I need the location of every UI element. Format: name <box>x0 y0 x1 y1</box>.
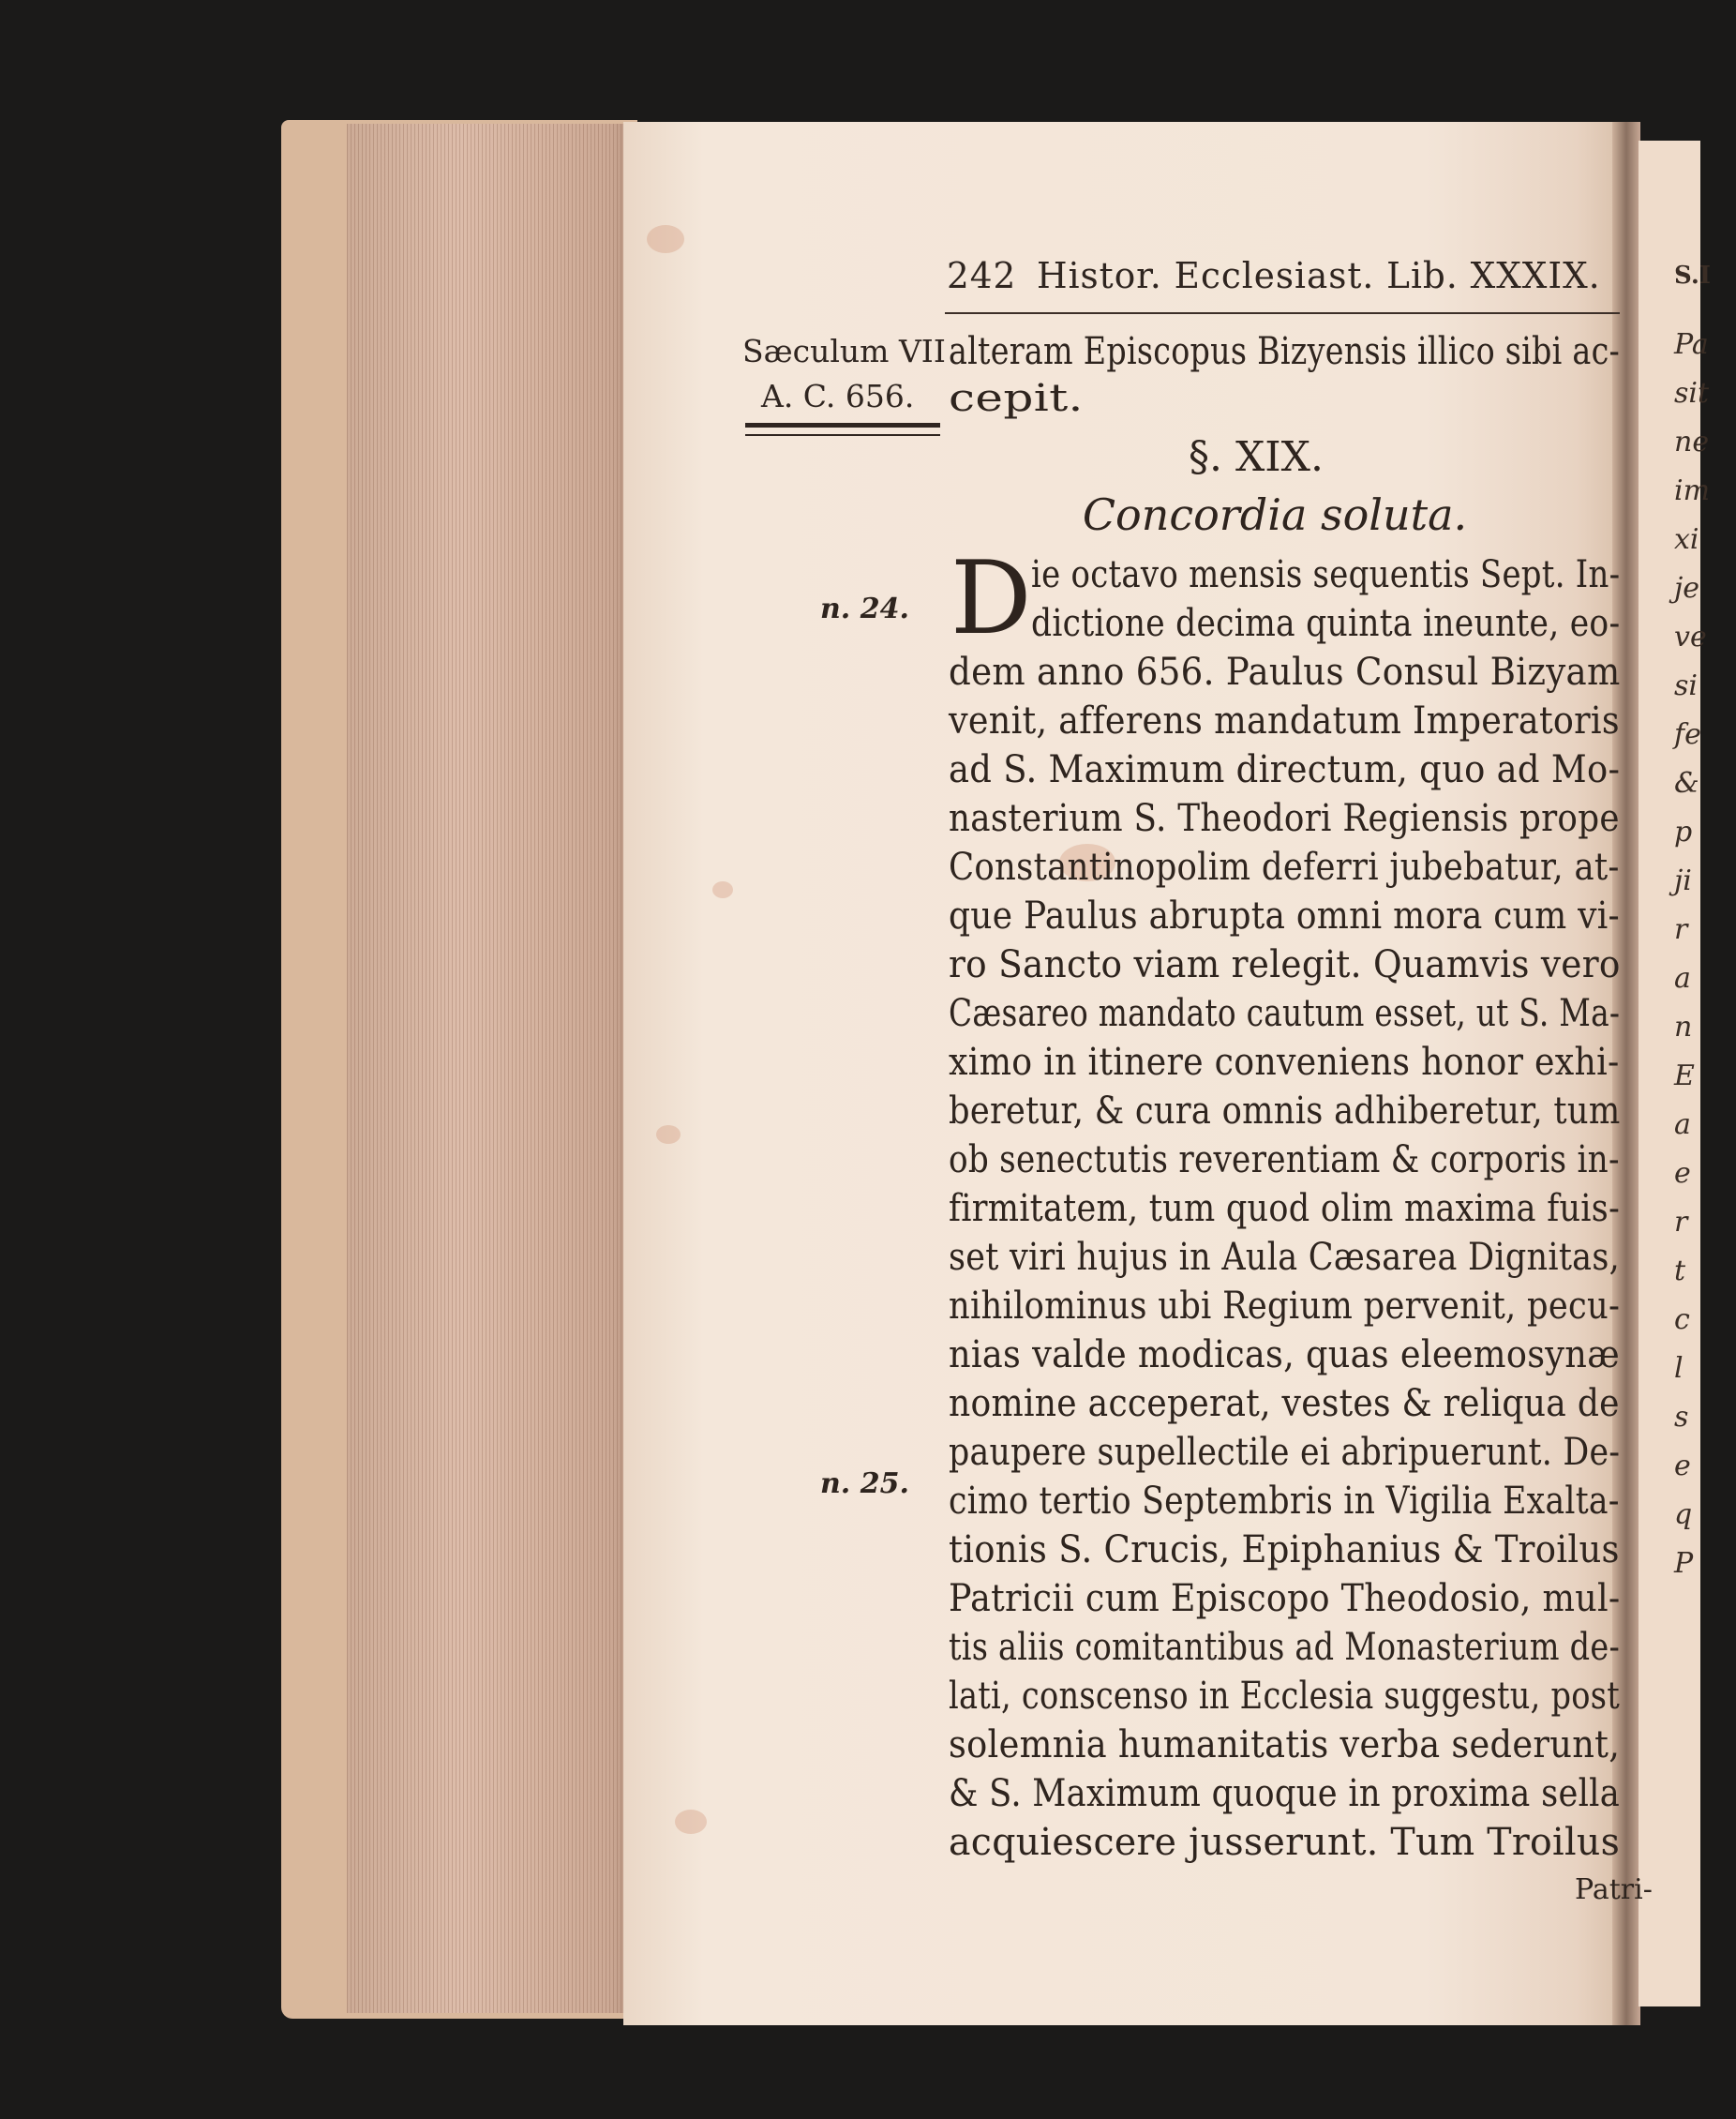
margin-number-25: n. 25. <box>820 1467 909 1500</box>
right-fragment-line: ji <box>1674 864 1692 897</box>
text-line: beretur, & cura omnis adhiberetur, tum <box>949 1090 1621 1133</box>
drop-cap: D <box>950 540 1032 657</box>
text-line: lati, conscenso in Ecclesia suggestu, post <box>949 1675 1620 1718</box>
text-line: cepit. <box>949 377 1084 420</box>
right-fragment-line: & <box>1674 767 1699 800</box>
header-rule <box>945 312 1620 314</box>
margin-rule <box>745 434 940 436</box>
text-line: set viri hujus in Aula Cæsarea Dignitas, <box>949 1236 1620 1279</box>
right-fragment-header: S.I <box>1674 262 1712 290</box>
text-line: dictione decima quinta ineunte, eo- <box>1031 602 1621 645</box>
right-fragment-line: xi <box>1674 523 1699 556</box>
text-line: & S. Maximum quoque in proxima sella <box>949 1772 1620 1815</box>
text-line: firmitatem, tum quod olim maxima fuis- <box>949 1187 1621 1230</box>
right-fragment-line: t <box>1674 1255 1686 1287</box>
right-fragment-line: sit <box>1674 377 1710 410</box>
right-fragment-line: si <box>1674 669 1698 702</box>
text-line: nihilominus ubi Regium pervenit, pecu- <box>949 1285 1621 1328</box>
text-line: solemnia humanitatis verba sederunt, <box>949 1723 1621 1766</box>
right-fragment-line: c <box>1674 1303 1690 1336</box>
page-number: 242 <box>947 255 1017 296</box>
text-line: nasterium S. Theodori Regiensis prope <box>949 797 1620 840</box>
text-line: ie octavo mensis sequentis Sept. In- <box>1031 553 1621 596</box>
foxing-stain <box>647 225 684 253</box>
text-line: tis aliis comitantibus ad Monasterium de- <box>949 1626 1621 1669</box>
right-fragment-line: e <box>1674 1157 1691 1190</box>
text-line: ob senectutis reverentiam & corporis in- <box>949 1138 1620 1181</box>
text-line: ad S. Maximum directum, quo ad Mo- <box>949 748 1621 791</box>
text-line: ro Sancto viam relegit. Quamvis vero <box>949 943 1621 986</box>
right-fragment-line: Pa <box>1674 328 1709 361</box>
right-fragment-line: l <box>1674 1352 1684 1385</box>
text-line: Patricii cum Episcopo Theodosio, mul- <box>949 1577 1621 1620</box>
text-line: Constantinopolim deferri jubebatur, at- <box>949 846 1620 889</box>
margin-number-24: n. 24. <box>820 593 909 625</box>
text-line: dem anno 656. Paulus Consul Bizyam <box>949 651 1621 694</box>
margin-year: A. C. 656. <box>761 378 915 414</box>
right-fragment-line: s <box>1674 1401 1689 1434</box>
text-line: tionis S. Crucis, Epiphanius & Troilus <box>949 1528 1620 1571</box>
right-fragment-line: n <box>1674 1011 1693 1044</box>
margin-rule <box>745 423 940 428</box>
text-line: acquiescere jusserunt. Tum Troilus <box>949 1821 1621 1864</box>
margin-saeculum: Sæculum VII <box>742 333 946 369</box>
text-line: nias valde modicas, quas eleemosynæ <box>949 1333 1620 1376</box>
text-line: nomine acceperat, vestes & reliqua de <box>949 1382 1620 1425</box>
foxing-stain <box>656 1125 681 1144</box>
running-title: Histor. Ecclesiast. Lib. XXXIX. <box>1036 255 1601 296</box>
text-line: alteram Episcopus Bizyensis illico sibi ac- <box>949 330 1621 373</box>
right-page-fragment <box>1639 141 1712 2006</box>
foxing-stain <box>712 881 733 898</box>
right-fragment-line: ne <box>1674 426 1710 458</box>
right-fragment-line: je <box>1674 572 1700 605</box>
running-header <box>947 255 1620 296</box>
text-line: venit, afferens mandatum Imperatoris <box>949 699 1620 743</box>
text-line: cimo tertio Septembris in Vigilia Exalta- <box>949 1480 1620 1523</box>
section-number: §. XIX. <box>1189 433 1324 481</box>
text-line: Cæsareo mandato cautum esset, ut S. Ma- <box>949 992 1621 1035</box>
right-fragment-line: a <box>1674 962 1691 995</box>
right-fragment-line: P <box>1674 1547 1694 1580</box>
page-edges <box>347 124 628 2013</box>
text-line: paupere supellectile ei abripuerunt. De- <box>949 1431 1621 1474</box>
foxing-stain <box>675 1810 707 1834</box>
right-fragment-line: ve <box>1674 621 1707 654</box>
right-fragment-line: im <box>1674 474 1711 507</box>
text-line: ximo in itinere conveniens honor exhi- <box>949 1041 1620 1084</box>
right-fragment-line: r <box>1674 913 1688 946</box>
right-fragment-line: r <box>1674 1206 1688 1239</box>
right-fragment-line: a <box>1674 1108 1691 1141</box>
right-fragment-line: E <box>1674 1060 1695 1092</box>
right-fragment-line: e <box>1674 1450 1691 1482</box>
section-title: Concordia soluta. <box>1082 489 1468 540</box>
catchword: Patri- <box>1575 1873 1653 1906</box>
text-line: que Paulus abrupta omni mora cum vi- <box>949 894 1620 938</box>
right-fragment-line: q <box>1674 1498 1693 1531</box>
right-fragment-line: p <box>1674 816 1693 849</box>
right-fragment-line: fe <box>1674 718 1701 751</box>
